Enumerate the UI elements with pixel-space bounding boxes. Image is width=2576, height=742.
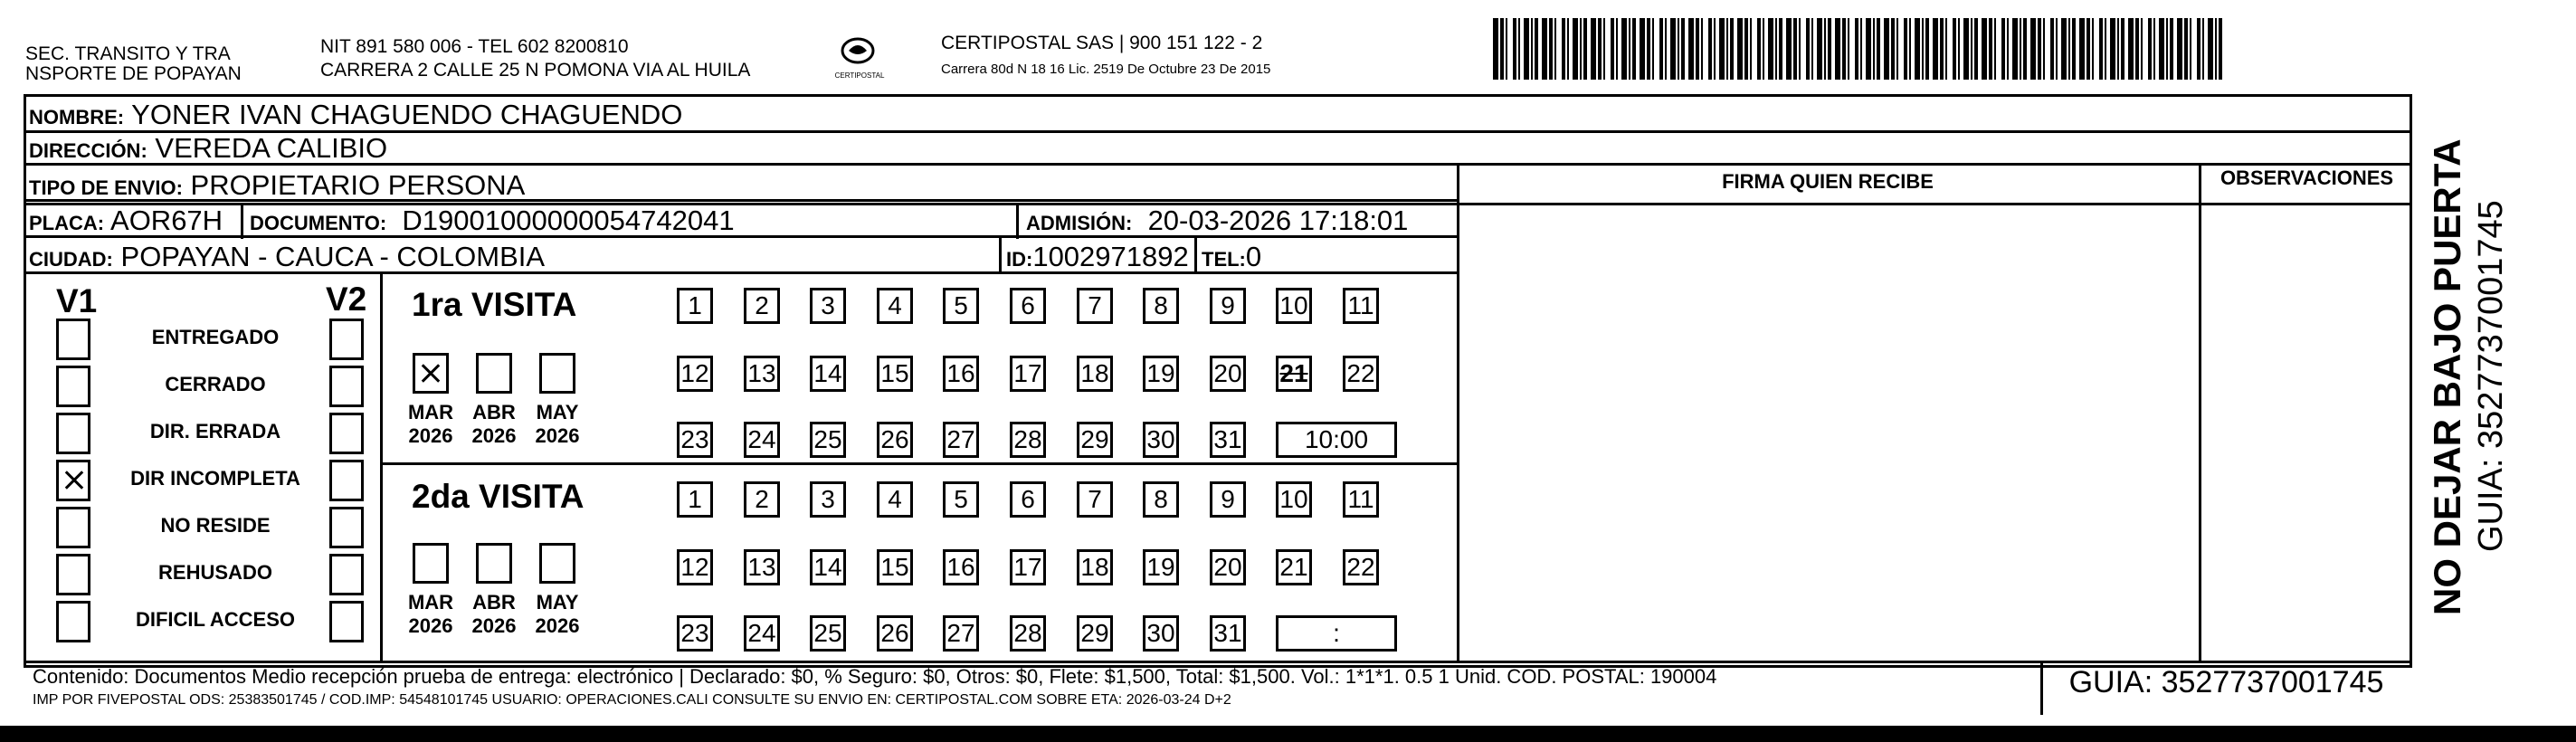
barcode-bar	[1659, 18, 1663, 80]
barcode-bar	[1737, 18, 1743, 80]
barcode-bar	[1940, 18, 1944, 80]
visit1-day-box[interactable]: 27	[943, 422, 979, 458]
v1-checkbox[interactable]	[56, 366, 90, 407]
rule	[24, 661, 2412, 663]
barcode-bar	[1591, 18, 1596, 80]
v2-checkbox[interactable]	[329, 413, 364, 454]
visit2-day-box[interactable]: 15	[877, 549, 913, 585]
barcode-bar	[1953, 18, 1956, 80]
rule	[1016, 203, 1019, 239]
issuer-name-line1: SEC. TRANSITO Y TRA	[25, 43, 231, 64]
bottom-edge-bar	[0, 726, 2576, 742]
barcode-bar	[1896, 18, 1898, 80]
barcode-bar	[1922, 18, 1924, 80]
barcode-bar	[1603, 18, 1605, 80]
barcode-bar	[1549, 18, 1553, 80]
visit2-day-box[interactable]: 5	[943, 481, 979, 518]
tel-field	[1202, 242, 1261, 275]
rule	[999, 235, 1002, 271]
barcode-bar	[2117, 18, 2119, 80]
barcode-bar	[1701, 18, 1703, 80]
barcode-bar	[2086, 18, 2090, 80]
visit1-month-checkbox[interactable]	[413, 353, 449, 394]
id-label: ID:	[1006, 248, 1033, 271]
barcode-bar	[2068, 18, 2070, 80]
month-name: MAY	[536, 591, 579, 614]
v2-checkbox[interactable]	[329, 601, 364, 642]
barcode-bar	[2121, 18, 2124, 80]
visit2-day-box[interactable]: 19	[1143, 549, 1179, 585]
visit2-day-box[interactable]: 27	[943, 615, 979, 652]
visit2-time-box[interactable]: :	[1276, 615, 1397, 652]
v2-label: V2	[326, 281, 367, 318]
barcode-bar	[1884, 18, 1889, 80]
barcode-bar	[2110, 18, 2115, 80]
barcode-bar	[2202, 18, 2204, 80]
barcode-bar	[1909, 18, 1911, 80]
barcode-bar	[1640, 18, 1645, 80]
visit1-day-box[interactable]: 8	[1143, 288, 1179, 324]
barcode-bar	[1786, 18, 1792, 80]
barcode-bar	[1779, 18, 1782, 80]
status-label: REHUSADO	[158, 561, 272, 584]
barcode-bar	[1518, 18, 1520, 80]
visit1-day-box[interactable]: 13	[744, 356, 780, 392]
barcode-bar	[1696, 18, 1699, 80]
visit2-day-box[interactable]: 3	[810, 481, 846, 518]
visit2-day-box[interactable]: 7	[1077, 481, 1113, 518]
barcode-bar	[1500, 18, 1504, 80]
barcode-bar	[2159, 18, 2164, 80]
barcode-bar	[1542, 18, 1547, 80]
barcode-bar	[1925, 18, 1929, 80]
barcode-bar	[1855, 18, 1858, 80]
visit2-day-box[interactable]: 29	[1077, 615, 1113, 652]
barcode-bar	[1629, 18, 1630, 80]
admision-field	[1026, 205, 1408, 239]
visit2-month-checkbox[interactable]	[413, 543, 449, 584]
tipo-envio-field	[29, 170, 525, 204]
month-name: MAR	[407, 401, 454, 423]
placa-value: AOR67H	[110, 205, 223, 236]
visit1-day-box[interactable]: 17	[1010, 356, 1046, 392]
visit1-day-box[interactable]: 12	[677, 356, 713, 392]
barcode-bar	[1580, 18, 1582, 80]
barcode-bar	[1714, 18, 1716, 80]
admision-label: ADMISIÓN:	[1026, 212, 1133, 234]
barcode-bar	[1989, 18, 1992, 80]
barcode-bar	[1824, 18, 1826, 80]
barcode-bar	[1730, 18, 1734, 80]
month-year: 2026	[408, 424, 453, 447]
footer-contents: Contenido: Documentos Medio recepción prueba de entrega: electrónico | Declarado: $0, % Seguro: $0, Otros: $0, Flete: $1,500, Total: $1,500. Vol.: 1*1*1. 0.5 1 Unid. COD. POSTAL: 190004	[33, 665, 1717, 688]
visit2-day-box[interactable]: 21	[1276, 549, 1312, 585]
visit2-day-box[interactable]: 26	[877, 615, 913, 652]
direccion-label: DIRECCIÓN:	[29, 139, 147, 162]
barcode-bar	[2184, 18, 2188, 80]
visit1-day-box[interactable]: 3	[810, 288, 846, 324]
barcode-bar	[1974, 18, 1978, 80]
barcode-bar	[2105, 18, 2106, 80]
barcode-bar	[2177, 18, 2182, 80]
visit1-day-box[interactable]: 31	[1210, 422, 1246, 458]
barcode-bar	[1611, 18, 1614, 80]
ciudad-label: CIUDAD:	[29, 248, 113, 271]
v1-label: V1	[56, 282, 98, 319]
v1-checkbox[interactable]	[56, 507, 90, 548]
barcode-bar	[1750, 18, 1752, 80]
barcode-bar	[1811, 18, 1813, 80]
barcode-bar	[1524, 18, 1529, 80]
barcode-bar	[1665, 18, 1667, 80]
barcode-bar	[1866, 18, 1871, 80]
barcode-bar	[1971, 18, 1972, 80]
barcode-bar	[2166, 18, 2168, 80]
barcode-bar	[2170, 18, 2173, 80]
rule	[1457, 163, 1459, 663]
barcode-bar	[1891, 18, 1895, 80]
barcode-bar	[1632, 18, 1636, 80]
visit2-day-box[interactable]: 2	[744, 481, 780, 518]
barcode-bar	[2148, 18, 2152, 80]
barcode-bar	[2153, 18, 2155, 80]
visit1-day-box[interactable]: 15	[877, 356, 913, 392]
barcode-bar	[2001, 18, 2005, 80]
v1-checkbox[interactable]	[56, 601, 90, 642]
month-name: ABR	[472, 401, 516, 423]
barcode-bar	[2135, 18, 2139, 80]
issuer-name-line2: NSPORTE DE POPAYAN	[25, 63, 242, 84]
visit2-day-box[interactable]: 10	[1276, 481, 1312, 518]
placa-label: PLACA:	[29, 212, 105, 234]
barcode-bar	[2038, 18, 2041, 80]
visit1-day-box[interactable]: 29	[1077, 422, 1113, 458]
certipostal-logo	[823, 31, 896, 85]
barcode-bar	[2190, 18, 2191, 80]
barcode-bar	[1982, 18, 1987, 80]
barcode-bar	[1598, 18, 1602, 80]
id-value: 1002971892	[1032, 241, 1189, 272]
documento-label: DOCUMENTO:	[250, 212, 387, 234]
visit1-day-box[interactable]: 18	[1077, 356, 1113, 392]
barcode-bar	[1842, 18, 1846, 80]
rule	[380, 271, 383, 661]
barcode-bar	[1775, 18, 1777, 80]
visit1-day-box[interactable]: 9	[1210, 288, 1246, 324]
status-label: DIR INCOMPLETA	[130, 467, 300, 490]
barcode-bar	[2099, 18, 2103, 80]
barcode-bar	[1835, 18, 1840, 80]
barcode-bar	[1583, 18, 1587, 80]
direccion-value: VEREDA CALIBIO	[155, 132, 388, 164]
visit2-day-box[interactable]: 13	[744, 549, 780, 585]
visit1-month-checkbox[interactable]	[539, 353, 575, 394]
observaciones-heading: OBSERVACIONES	[2220, 166, 2394, 189]
barcode-bar	[1493, 18, 1498, 80]
visit1-day-box[interactable]: 6	[1010, 288, 1046, 324]
visit1-day-box[interactable]: 22	[1343, 356, 1379, 392]
barcode-bar	[1719, 18, 1725, 80]
barcode-bar	[1873, 18, 1875, 80]
ciudad-field	[29, 242, 545, 275]
visit1-day-box[interactable]: 5	[943, 288, 979, 324]
visit1-day-box[interactable]: 16	[943, 356, 979, 392]
visit1-month-label	[404, 401, 458, 448]
visit1-day-box[interactable]: 20	[1210, 356, 1246, 392]
barcode-bar	[1708, 18, 1712, 80]
visit2-day-box[interactable]: 18	[1077, 549, 1113, 585]
visit2-day-box[interactable]: 20	[1210, 549, 1246, 585]
visit1-day-box[interactable]: 19	[1143, 356, 1179, 392]
barcode-bar	[1567, 18, 1569, 80]
barcode-bar	[2141, 18, 2143, 80]
barcode-bar	[1562, 18, 1565, 80]
barcode-bar	[2197, 18, 2201, 80]
barcode-bar	[2219, 18, 2222, 80]
tel-value: 0	[1245, 241, 1262, 272]
barcode-bar	[1616, 18, 1618, 80]
visit2-day-box[interactable]: 6	[1010, 481, 1046, 518]
visit2-day-box[interactable]: 14	[810, 549, 846, 585]
visit1-day-box[interactable]: 25	[810, 422, 846, 458]
visit1-time-box[interactable]: 10:00	[1276, 422, 1397, 458]
visit2-day-box[interactable]: 30	[1143, 615, 1179, 652]
barcode-bar	[2061, 18, 2067, 80]
month-name: MAY	[536, 401, 579, 423]
status-label: DIR. ERRADA	[149, 420, 281, 442]
v1-checkbox[interactable]	[56, 319, 90, 360]
barcode-bar	[1573, 18, 1578, 80]
visit2-day-box[interactable]: 25	[810, 615, 846, 652]
v2-checkbox[interactable]	[329, 319, 364, 360]
visit1-day-box[interactable]: 2	[744, 288, 780, 324]
visit2-day-box[interactable]: 11	[1343, 481, 1379, 518]
visit2-day-box[interactable]: 4	[877, 481, 913, 518]
tel-label: TEL:	[1202, 248, 1246, 271]
barcode-bar	[1915, 18, 1920, 80]
visit1-day-box[interactable]: 14	[810, 356, 846, 392]
status-label: DIFICIL ACCESO	[135, 608, 295, 631]
barcode-bar	[1744, 18, 1748, 80]
barcode-bar	[2072, 18, 2076, 80]
barcode-bar	[2012, 18, 2018, 80]
barcode-bar	[1678, 18, 1679, 80]
visit2-day-box[interactable]: 24	[744, 615, 780, 652]
month-name: MAR	[407, 591, 454, 614]
visit1-month-label	[467, 401, 521, 448]
barcode-bar	[1904, 18, 1907, 80]
visit2-day-box[interactable]: 28	[1010, 615, 1046, 652]
barcode-bar	[1806, 18, 1810, 80]
rule	[1194, 235, 1197, 271]
barcode-bar	[2079, 18, 2085, 80]
rule	[241, 203, 243, 239]
carrier-company: CERTIPOSTAL SAS | 900 151 122 - 2	[941, 33, 1263, 53]
visit1-month-label	[530, 401, 585, 448]
placa-field	[29, 205, 223, 239]
barcode-bar	[2056, 18, 2058, 80]
visit1-day-box[interactable]: 28	[1010, 422, 1046, 458]
firma-heading: FIRMA QUIEN RECIBE	[1722, 170, 1934, 193]
nombre-label: NOMBRE:	[29, 106, 125, 128]
barcode-bar	[2023, 18, 2027, 80]
visit1-day-box[interactable]: 10	[1276, 288, 1312, 324]
barcode-bar	[2128, 18, 2134, 80]
visit2-day-box[interactable]: 22	[1343, 549, 1379, 585]
month-name: ABR	[472, 591, 516, 614]
visit2-title: 2da VISITA	[412, 478, 585, 515]
carrier-license: Carrera 80d N 18 16 Lic. 2519 De Octubre 23 De 2015	[941, 62, 1271, 77]
barcode-bar	[2007, 18, 2009, 80]
visit2-day-box[interactable]: 31	[1210, 615, 1246, 652]
barcode-bar	[1535, 18, 1538, 80]
v1-checkbox[interactable]	[56, 413, 90, 454]
barcode-bar	[2050, 18, 2054, 80]
documento-value: D19001000000054742041	[402, 205, 735, 236]
visit1-day-box[interactable]: 4	[877, 288, 913, 324]
barcode-bar	[2092, 18, 2094, 80]
barcode-bar	[1933, 18, 1938, 80]
id-field	[1006, 242, 1189, 275]
barcode-bar	[1828, 18, 1831, 80]
visit1-day-box[interactable]: 11	[1343, 288, 1379, 324]
logo-wordmark: CERTIPOSTAL	[834, 71, 885, 80]
barcode-bar	[1768, 18, 1773, 80]
visit1-day-box[interactable]: 30	[1143, 422, 1179, 458]
barcode-bar	[1817, 18, 1822, 80]
barcode-bar	[1688, 18, 1694, 80]
visit2-day-box[interactable]: 23	[677, 615, 713, 652]
nombre-value: YONER IVAN CHAGUENDO CHAGUENDO	[131, 99, 683, 130]
issuer-address: CARRERA 2 CALLE 25 N POMONA VIA AL HUILA	[320, 60, 751, 81]
footer-guia: GUIA: 3527737001745	[2068, 665, 2384, 699]
visit1-day-box[interactable]: 1	[677, 288, 713, 324]
month-year: 2026	[535, 614, 580, 637]
barcode-bar	[1763, 18, 1764, 80]
barcode-bar	[1945, 18, 1947, 80]
visit1-day-box[interactable]: 23	[677, 422, 713, 458]
barcode-bar	[2030, 18, 2036, 80]
barcode-bar	[1793, 18, 1797, 80]
rule	[380, 462, 1457, 465]
barcode-bar	[1994, 18, 1996, 80]
visit1-day-box[interactable]: 24	[744, 422, 780, 458]
ciudad-value: POPAYAN - CAUCA - COLOMBIA	[120, 241, 546, 272]
barcode-bar	[1647, 18, 1650, 80]
status-label: NO RESIDE	[160, 514, 271, 537]
month-year: 2026	[408, 614, 453, 637]
visit1-day-box[interactable]: 7	[1077, 288, 1113, 324]
visit2-day-box[interactable]: 1	[677, 481, 713, 518]
admision-value: 20-03-2026 17:18:01	[1147, 205, 1409, 236]
barcode-bar	[1554, 18, 1556, 80]
status-label: ENTREGADO	[151, 326, 280, 348]
barcode-bar	[1958, 18, 1960, 80]
v1-checkbox[interactable]	[56, 554, 90, 595]
nombre-field	[29, 100, 682, 133]
v2-checkbox[interactable]	[329, 460, 364, 501]
barcode-bar	[1860, 18, 1862, 80]
barcode-bar	[1799, 18, 1801, 80]
visit2-day-box[interactable]: 9	[1210, 481, 1246, 518]
v1-checkbox[interactable]	[56, 460, 90, 501]
rule	[2199, 163, 2201, 663]
visit2-day-box[interactable]: 8	[1143, 481, 1179, 518]
barcode-bar	[1726, 18, 1728, 80]
barcode-bar	[2208, 18, 2213, 80]
visit2-month-checkbox[interactable]	[539, 543, 575, 584]
visit2-day-box[interactable]: 16	[943, 549, 979, 585]
month-year: 2026	[535, 424, 580, 447]
barcode-bar	[1757, 18, 1761, 80]
visit1-title: 1ra VISITA	[412, 286, 577, 323]
barcode	[1493, 18, 2230, 80]
visit2-month-label	[530, 591, 585, 638]
footer-print-info: IMP POR FIVEPOSTAL ODS: 25383501745 / COD.IMP: 54548101745 USUARIO: OPERACIONES.CALI CONSULTE SU ENVIO EN: CERTIPOSTAL.COM SOBRE ETA: 2026-03-24 D+2	[33, 692, 1231, 708]
barcode-bar	[1621, 18, 1627, 80]
visit2-day-box[interactable]: 12	[677, 549, 713, 585]
visit2-month-checkbox[interactable]	[476, 543, 512, 584]
barcode-bar	[2020, 18, 2021, 80]
side-guia: GUIA: 3527737001745	[2472, 200, 2510, 552]
visit1-day-box[interactable]: 21	[1276, 356, 1312, 392]
barcode-bar	[1513, 18, 1516, 80]
side-warning: NO DEJAR BAJO PUERTA	[2426, 138, 2468, 615]
month-year: 2026	[471, 424, 517, 447]
barcode-bar	[1506, 18, 1507, 80]
barcode-bar	[1848, 18, 1849, 80]
visit1-day-box[interactable]: 26	[877, 422, 913, 458]
barcode-bar	[2215, 18, 2217, 80]
barcode-bar	[1963, 18, 1969, 80]
barcode-bar	[1670, 18, 1676, 80]
v2-checkbox[interactable]	[329, 554, 364, 595]
visit2-day-box[interactable]: 17	[1010, 549, 1046, 585]
v2-checkbox[interactable]	[329, 507, 364, 548]
visit1-month-checkbox[interactable]	[476, 353, 512, 394]
month-year: 2026	[471, 614, 517, 637]
issuer-nit: NIT 891 580 006 - TEL 602 8200810	[320, 36, 629, 57]
barcode-bar	[1652, 18, 1654, 80]
visit2-month-label	[404, 591, 458, 638]
direccion-field	[29, 133, 387, 166]
visit2-month-label	[467, 591, 521, 638]
barcode-bar	[2043, 18, 2045, 80]
tipo-envio-value: PROPIETARIO PERSONA	[190, 169, 526, 201]
status-label: CERRADO	[165, 373, 266, 395]
v2-checkbox[interactable]	[329, 366, 364, 407]
documento-field	[250, 205, 735, 239]
tipo-envio-label: TIPO DE ENVIO:	[29, 176, 183, 199]
barcode-bar	[1531, 18, 1533, 80]
barcode-bar	[1877, 18, 1880, 80]
barcode-bar	[1681, 18, 1685, 80]
